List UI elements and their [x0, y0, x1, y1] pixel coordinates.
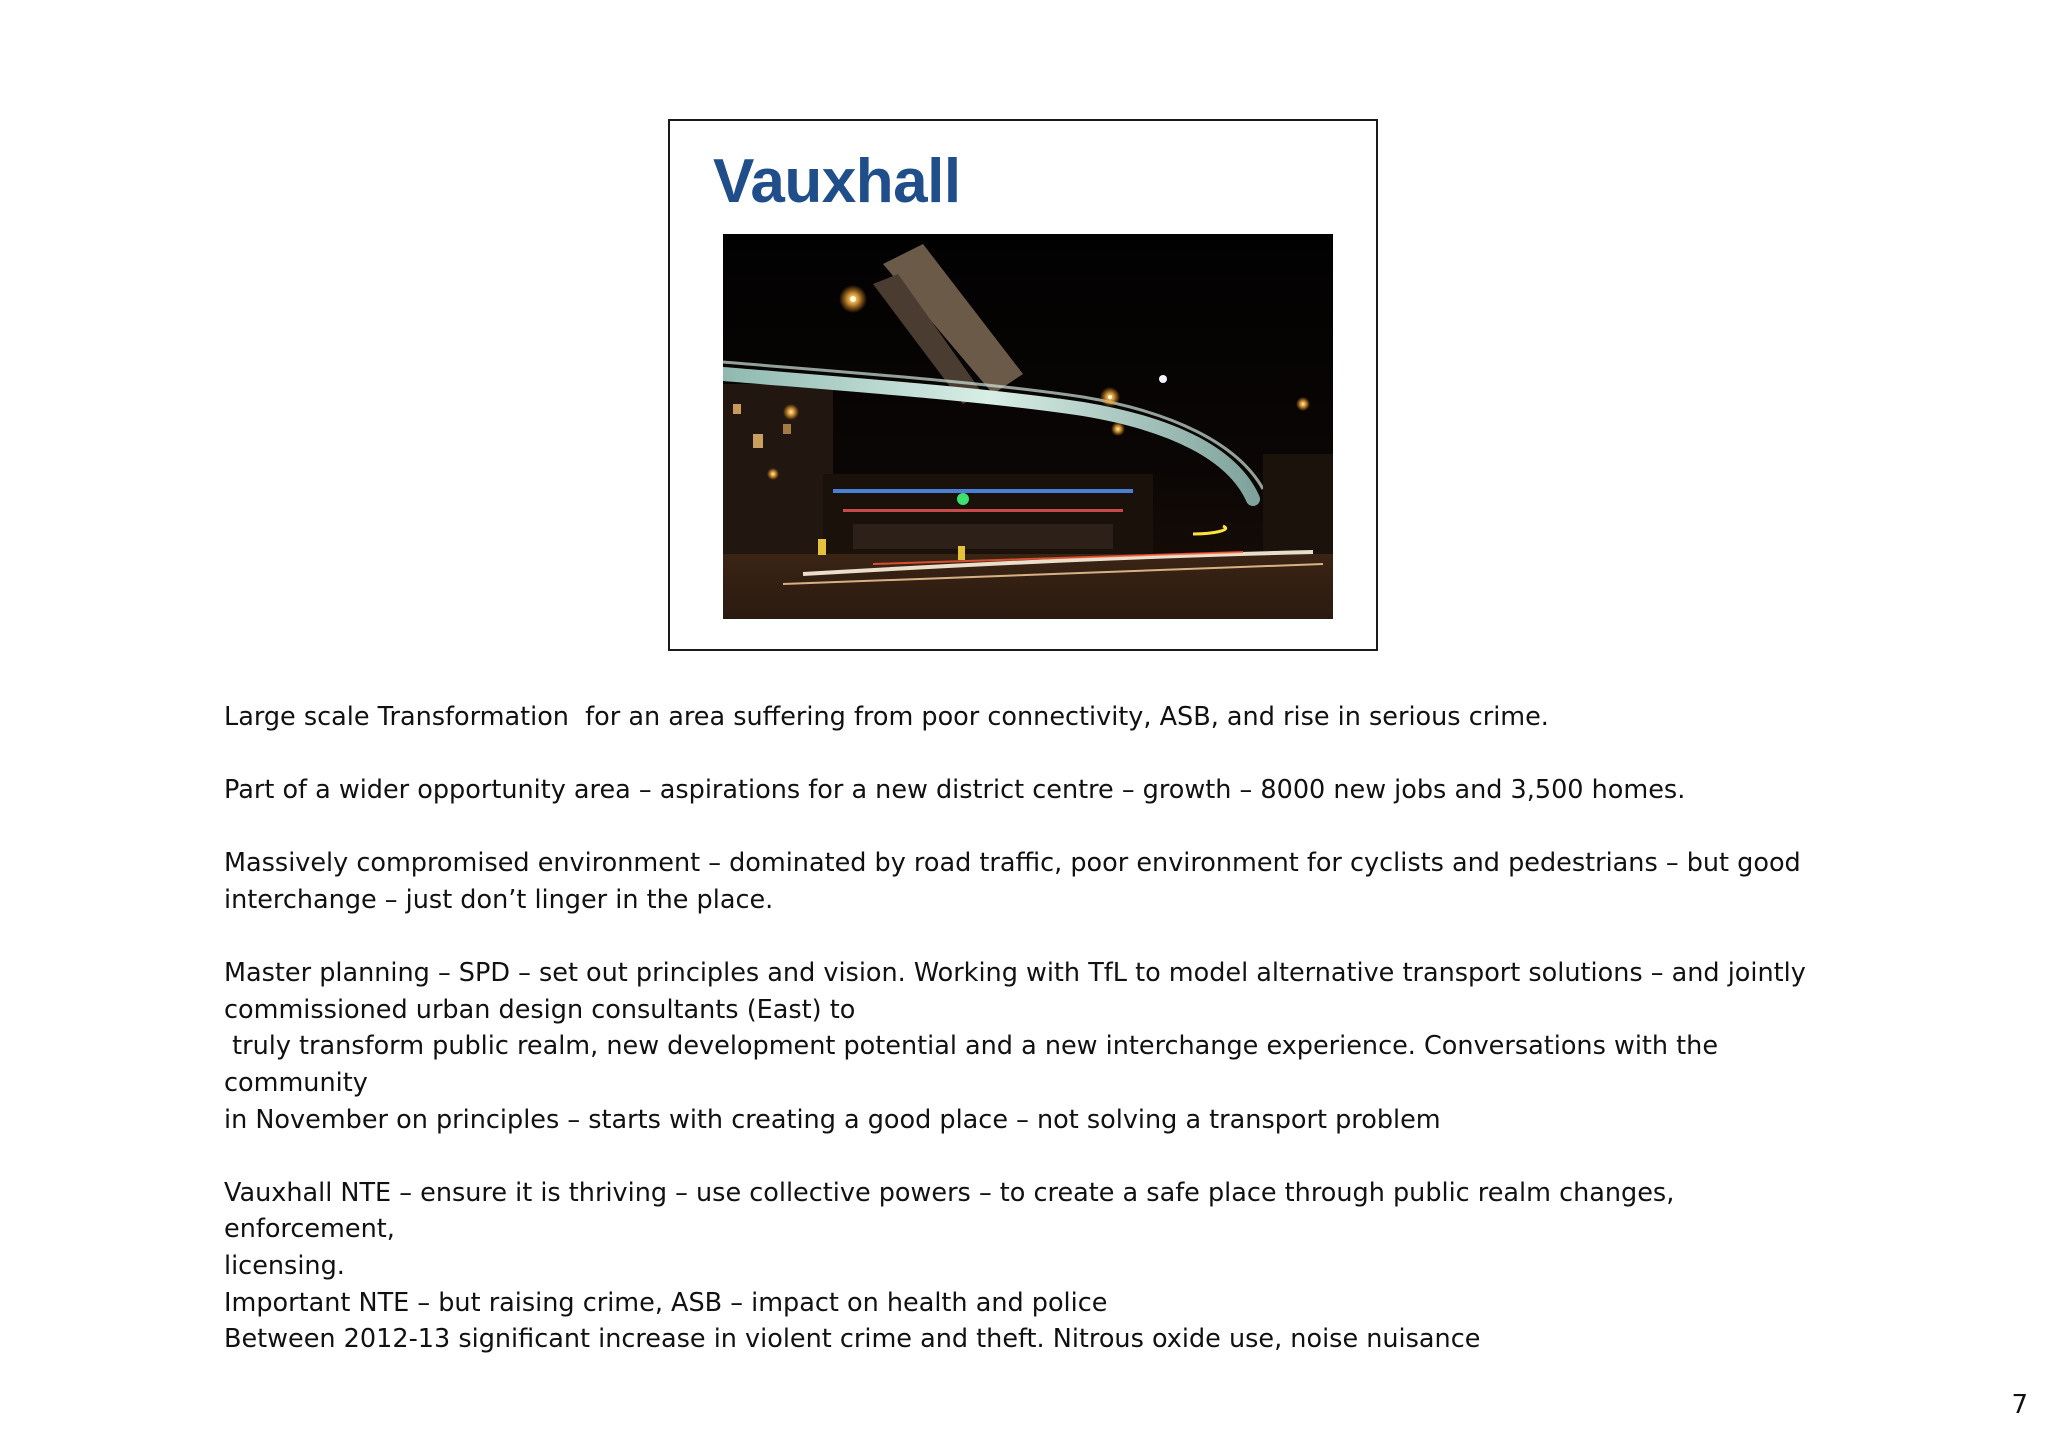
notes-paragraph-4 [224, 955, 1844, 1138]
notes-paragraph-1 [224, 699, 1844, 736]
notes-line: Part of a wider opportunity area – aspirations for a new district centre – growth – 8000 new jobs and 3,500 homes. [224, 775, 1686, 806]
notes-paragraph-5 [224, 1175, 1844, 1358]
notes-line: Important NTE – but raising crime, ASB – impact on health and police [224, 1287, 1108, 1318]
notes-line: Between 2012-13 significant increase in violent crime and theft. Nitrous oxide use, noise nuisance [224, 1324, 1481, 1355]
night-traffic-photo [723, 234, 1333, 619]
notes-paragraph-2 [224, 772, 1844, 809]
slide-title: Vauxhall [713, 147, 961, 216]
slide-thumbnail [668, 119, 1378, 651]
speaker-notes [224, 699, 1844, 1358]
notes-line: commissioned urban design consultants (East) to [224, 994, 856, 1025]
notes-line: Large scale Transformation for an area suffering from poor connectivity, ASB, and rise in serious crime. [224, 702, 1549, 732]
notes-line: licensing. [224, 1250, 345, 1281]
notes-line: truly transform public realm, new development potential and a new interchange experience. Conversations with the community [224, 1031, 1727, 1098]
notes-line: Vauxhall NTE – ensure it is thriving – use collective powers – to create a safe place through public realm changes, enforcement, [224, 1177, 1683, 1245]
notes-line: in November on principles – starts with creating a good place – not solving a transport problem [224, 1104, 1441, 1135]
notes-line: Massively compromised environment – dominated by road traffic, poor environment for cyclists and pedestrians – but good [224, 848, 1801, 879]
page-number: 7 [2011, 1390, 2028, 1420]
notes-line: Master planning – SPD – set out principles and vision. Working with TfL to model alternative transport solutions – and jointly [224, 958, 1806, 989]
notes-line: interchange – just don’t linger in the place. [224, 884, 774, 915]
notes-paragraph-3 [224, 845, 1844, 918]
